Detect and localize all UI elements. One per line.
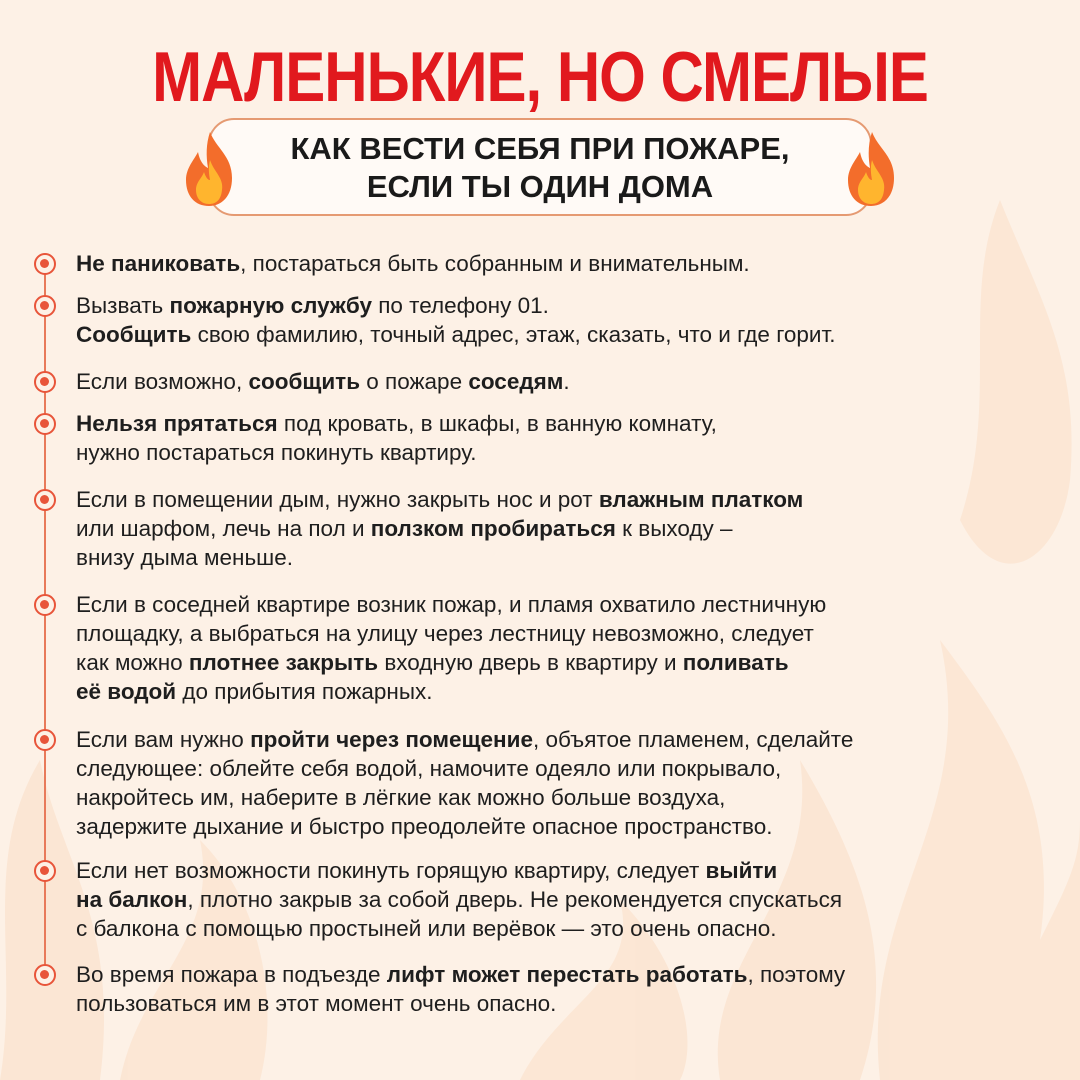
tip-emphasis: выйти (705, 858, 778, 883)
tip-text: Если в помещении дым, нужно закрыть нос и рот (76, 487, 599, 512)
tip-line (76, 590, 1036, 619)
tip-emphasis: на балкон (76, 887, 188, 912)
tip-emphasis: пожарную службу (169, 293, 372, 318)
tip-line (76, 960, 1036, 989)
tip-text: как можно (76, 650, 189, 675)
tip-bullet-icon (34, 729, 56, 751)
tip-item (76, 725, 1036, 841)
tip-item (76, 291, 1036, 349)
tip-emphasis: Нельзя прятаться (76, 411, 278, 436)
tip-line (76, 514, 1036, 543)
tip-emphasis: сообщить (248, 369, 361, 394)
tip-item (76, 409, 1036, 467)
tip-text: Если в соседней квартире возник пожар, и пламя охватило лестничную (76, 592, 827, 617)
tip-text: внизу дыма меньше. (76, 545, 293, 570)
tip-bullet-icon (34, 860, 56, 882)
tip-emphasis: Сообщить (76, 322, 192, 347)
tip-line (76, 783, 1036, 812)
tip-line (76, 677, 1036, 706)
tip-line (76, 856, 1036, 885)
tip-emphasis: плотнее закрыть (188, 650, 379, 675)
tip-emphasis: влажным платком (598, 487, 804, 512)
tip-item (76, 590, 1036, 706)
tip-line (76, 989, 1036, 1018)
tip-text: . (563, 369, 570, 394)
tip-text: пользоваться им в этот момент очень опасно. (76, 991, 557, 1016)
tip-line (76, 409, 1036, 438)
tip-text: нужно постараться покинуть квартиру. (76, 440, 477, 465)
tip-item (76, 960, 1036, 1018)
tip-bullet-icon (34, 413, 56, 435)
tip-line (76, 291, 1036, 320)
tip-text: Вызвать (76, 293, 170, 318)
tip-line (76, 914, 1036, 943)
tip-text: под кровать, в шкафы, в ванную комнату, (277, 411, 717, 436)
tip-text: о пожаре (360, 369, 469, 394)
tip-bullet-icon (34, 253, 56, 275)
tip-bullet-icon (34, 489, 56, 511)
tip-bullet-icon (34, 371, 56, 393)
tip-text: Если нет возможности покинуть горящую квартиру, следует (76, 858, 706, 883)
tip-bullet-icon (34, 594, 56, 616)
tip-emphasis: лифт может перестать работать (386, 962, 748, 987)
tip-item (76, 856, 1036, 943)
tip-bullet-icon (34, 295, 56, 317)
page-title: МАЛЕНЬКИЕ, НО СМЕЛЫЕ (152, 37, 928, 117)
subtitle-line-1: КАК ВЕСТИ СЕБЯ ПРИ ПОЖАРЕ, (290, 131, 790, 166)
tip-emphasis: пройти через помещение (250, 727, 533, 752)
subtitle (208, 130, 872, 206)
tip-bullet-icon (34, 964, 56, 986)
tip-text: Во время пожара в подъезде (76, 962, 387, 987)
tip-text: или шарфом, лечь на пол и (76, 516, 371, 541)
tip-line (76, 485, 1036, 514)
tip-text: по телефону 01. (371, 293, 549, 318)
tip-emphasis: соседям (468, 369, 564, 394)
tip-item (76, 249, 1036, 278)
tip-line (76, 543, 1036, 572)
tip-item (76, 367, 1036, 396)
tip-emphasis: поливать (682, 650, 789, 675)
tip-line (76, 812, 1036, 841)
tip-text: задержите дыхание и быстро преодолейте опасное пространство. (76, 814, 773, 839)
subtitle-line-2: ЕСЛИ ТЫ ОДИН ДОМА (366, 169, 714, 204)
tip-text: следующее: облейте себя водой, намочите одеяло или покрывало, (76, 756, 782, 781)
tip-text: входную дверь в квартиру и (378, 650, 683, 675)
tip-text: , поэтому (747, 962, 846, 987)
tip-text: , постараться быть собранным и внимательным. (240, 251, 750, 276)
tip-line (76, 438, 1036, 467)
tip-line (76, 249, 1036, 278)
tip-emphasis: Не паниковать (76, 251, 241, 276)
tip-line (76, 885, 1036, 914)
tip-text: накройтесь им, наберите в лёгкие как можно больше воздуха, (76, 785, 726, 810)
tip-line (76, 367, 1036, 396)
tip-line (76, 725, 1036, 754)
tip-text: до прибытия пожарных. (176, 679, 433, 704)
tip-text: , объятое пламенем, сделайте (532, 727, 854, 752)
tip-line (76, 754, 1036, 783)
tip-line (76, 648, 1036, 677)
tip-text: к выходу – (615, 516, 733, 541)
tip-line (76, 320, 1036, 349)
tip-text: площадку, а выбраться на улицу через лестницу невозможно, следует (76, 621, 814, 646)
tip-text: с балкона с помощью простыней или верёвок — это очень опасно. (76, 916, 777, 941)
tip-text: Если возможно, (76, 369, 249, 394)
tip-line (76, 619, 1036, 648)
tip-text: Если вам нужно (76, 727, 251, 752)
tip-item (76, 485, 1036, 572)
tip-emphasis: ползком пробираться (370, 516, 616, 541)
tip-text: , плотно закрыв за собой дверь. Не рекомендуется спускаться (187, 887, 843, 912)
tip-text: свою фамилию, точный адрес, этаж, сказать, что и где горит. (191, 322, 836, 347)
tip-emphasis: её водой (76, 679, 177, 704)
